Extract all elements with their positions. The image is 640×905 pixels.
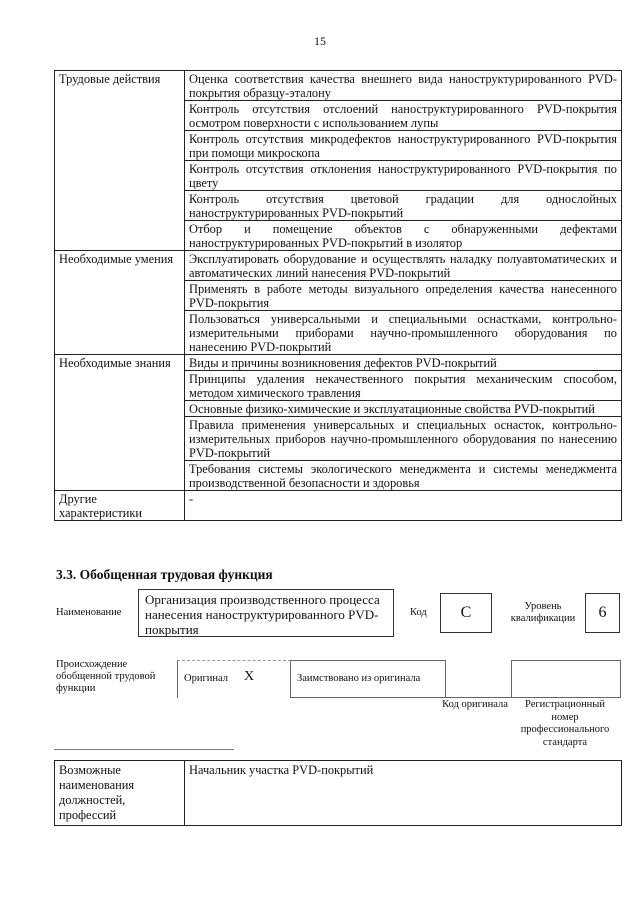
list-item: Виды и причины возникновения дефектов PVD-покрытий: [185, 355, 622, 371]
original-cell: [177, 660, 291, 698]
original-label: Оригинал: [184, 673, 228, 684]
list-item: Правила применения универсальных и специальных оснасток, контрольно-измерительных приборов научно-промышленного оборудования по нанесению PVD-покрытий: [185, 417, 622, 461]
code-original-cell: [446, 660, 511, 698]
divider: [54, 749, 234, 750]
origin-grid: [177, 660, 621, 698]
labor-function-table: [54, 70, 622, 521]
knowledge-label: Необходимые знания: [55, 355, 185, 491]
level-label: Уровень квалификации: [510, 601, 576, 624]
page-number: 15: [314, 34, 326, 48]
positions-value: Начальник участка PVD-покрытий: [185, 761, 622, 826]
function-name-box: Организация производственного процесса нанесения наноструктурированного PVD-покрытия: [138, 589, 394, 637]
table-row: [55, 71, 622, 101]
list-item: Оценка соответствия качества внешнего вида наноструктурированного PVD-покрытия образцу-эталону: [185, 71, 622, 101]
list-item: Отбор и помещение объектов с обнаруженными дефектами наноструктурированных PVD-покрытий в изолятор: [185, 221, 622, 251]
list-item: Эксплуатировать оборудование и осуществлять наладку полуавтоматических и автоматических линий нанесения PVD-покрытий: [185, 251, 622, 281]
list-item: Применять в работе методы визуального определения качества нанесенного PVD-покрытия: [185, 281, 622, 311]
section-title: 3.3. Обобщенная трудовая функция: [56, 567, 273, 582]
table-row: [55, 491, 622, 521]
reg-number-label: Регистрационный номер профессионального стандарта: [520, 699, 610, 748]
list-item: Контроль отсутствия отслоений наноструктурированного PVD-покрытия осмотром поверхности с использованием лупы: [185, 101, 622, 131]
code-value: C: [440, 593, 492, 633]
borrowed-label: Заимствовано из оригинала: [297, 673, 421, 684]
list-item: Контроль отсутствия отклонения наноструктурированного PVD-покрытия по цвету: [185, 161, 622, 191]
table-row: [55, 761, 622, 826]
other-characteristics-value: -: [185, 491, 622, 521]
list-item: Контроль отсутствия цветовой градации для однослойных наноструктурированных PVD-покрытий: [185, 191, 622, 221]
original-mark: X: [244, 669, 255, 684]
borrowed-cell: [291, 660, 446, 698]
origin-label: Происхождение обобщенной трудовой функции: [56, 659, 156, 694]
level-value: 6: [585, 593, 620, 633]
list-item: Требования системы экологического менеджмента и системы менеджмента производственной безопасности и здоровья: [185, 461, 622, 491]
list-item: Контроль отсутствия микродефектов наноструктурированного PVD-покрытия при помощи микроскопа: [185, 131, 622, 161]
list-item: Пользоваться универсальными и специальными оснастками, контрольно-измерительными приборами научно-промышленного оборудования по нанесению PVD-покрытий: [185, 311, 622, 355]
code-original-label: Код оригинала: [442, 699, 508, 710]
work-actions-label: Трудовые действия: [55, 71, 185, 251]
skills-label: Необходимые умения: [55, 251, 185, 355]
reg-number-cell: [511, 660, 621, 698]
table-row: [55, 251, 622, 281]
list-item: Основные физико-химические и эксплуатационные свойства PVD-покрытий: [185, 401, 622, 417]
other-characteristics-label: Другие характеристики: [55, 491, 185, 521]
list-item: Принципы удаления некачественного покрытия механическим способом, методом химического травления: [185, 371, 622, 401]
code-label: Код: [410, 607, 427, 618]
positions-table: [54, 760, 622, 826]
table-row: [55, 355, 622, 371]
name-label: Наименование: [56, 607, 122, 618]
positions-label: Возможные наименования должностей, профессий: [55, 761, 185, 826]
